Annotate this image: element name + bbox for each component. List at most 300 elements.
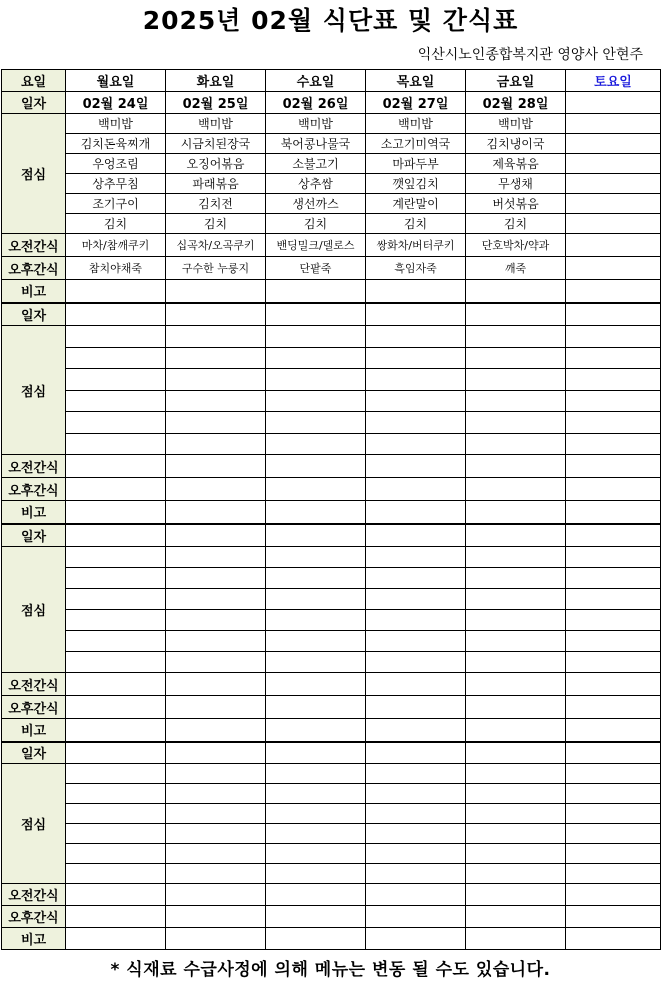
week3-date-thu [366, 524, 466, 547]
week1-lunch-item-sat [566, 114, 661, 134]
week4-note-sat [566, 928, 661, 950]
week2-date-wed [266, 303, 366, 326]
week1-date-tue: 02월 25일 [166, 92, 266, 114]
week2-note-tue [166, 501, 266, 524]
week3-lunch-item-wed [266, 547, 366, 568]
page-title: 2025년 02월 식단표 및 간식표 [142, 6, 519, 35]
week4-date-wed [266, 742, 366, 764]
week3-note-sat [566, 719, 661, 742]
week2-note-label: 비고 [2, 501, 66, 524]
week4-lunch-item-mon [66, 764, 166, 784]
week3-pm-snack-wed [266, 696, 366, 719]
week4-lunch-item-tue [166, 804, 266, 824]
footer-note: * 식재료 수급사정에 의해 메뉴는 변동 될 수도 있습니다. [110, 960, 551, 980]
week1-date-wed: 02월 26일 [266, 92, 366, 114]
week4-am-snack-mon [66, 884, 166, 906]
week4-lunch-item-fri [466, 824, 566, 844]
week3-note-row [2, 719, 661, 742]
week4-lunch-item-wed [266, 844, 366, 864]
week4-lunch-item-sat [566, 804, 661, 824]
week4-date-mon [66, 742, 166, 764]
week2-lunch-item-tue [166, 326, 266, 348]
week4-lunch-item-sat [566, 784, 661, 804]
week2-lunch-item-tue [166, 390, 266, 412]
week2-lunch-item-tue [166, 369, 266, 391]
day-header-thu: 목요일 [366, 70, 466, 92]
week4-note-row [2, 928, 661, 950]
week3-lunch-item-sat [566, 547, 661, 568]
week2-lunch-item-tue [166, 347, 266, 369]
week3-note-tue [166, 719, 266, 742]
week1-lunch-item-fri: 김치 [466, 214, 566, 234]
week1-pm-snack-wed: 단팥죽 [266, 257, 366, 280]
week4-note-fri [466, 928, 566, 950]
week1-lunch-item-mon: 백미밥 [66, 114, 166, 134]
week4-lunch-row [2, 804, 661, 824]
week3-note-thu [366, 719, 466, 742]
week1-pm-snack-sat [566, 257, 661, 280]
week4-lunch-item-wed [266, 864, 366, 884]
week1-lunch-row [2, 174, 661, 194]
week2-lunch-item-sat [566, 390, 661, 412]
week4-lunch-row [2, 824, 661, 844]
week4-am-snack-tue [166, 884, 266, 906]
week1-pm-snack-thu: 흑임자죽 [366, 257, 466, 280]
week4-date-label: 일자 [2, 742, 66, 764]
week1-am-snack-label: 오전간식 [2, 234, 66, 257]
week1-lunch-item-thu: 깻잎김치 [366, 174, 466, 194]
week4-pm-snack-tue [166, 906, 266, 928]
week3-lunch-item-mon [66, 631, 166, 652]
week1-date-mon: 02월 24일 [66, 92, 166, 114]
week4-lunch-item-tue [166, 824, 266, 844]
week1-lunch-item-fri: 버섯볶음 [466, 194, 566, 214]
week1-note-tue [166, 280, 266, 303]
week1-lunch-item-mon: 조기구이 [66, 194, 166, 214]
week4-lunch-item-mon [66, 824, 166, 844]
week4-am-snack-thu [366, 884, 466, 906]
week3-lunch-item-thu [366, 589, 466, 610]
week1-lunch-item-wed: 상추쌈 [266, 174, 366, 194]
week2-date-label: 일자 [2, 303, 66, 326]
week1-am-snack-row [2, 234, 661, 257]
week4-pm-snack-row [2, 906, 661, 928]
week1-lunch-label: 점심 [2, 114, 66, 234]
week3-lunch-item-tue [166, 547, 266, 568]
week3-lunch-item-tue [166, 589, 266, 610]
week3-lunch-row [2, 589, 661, 610]
week4-note-tue [166, 928, 266, 950]
week4-note-label: 비고 [2, 928, 66, 950]
week4-pm-snack-thu [366, 906, 466, 928]
week1-lunch-item-sat [566, 194, 661, 214]
week3-am-snack-mon [66, 673, 166, 696]
week1-lunch-item-tue: 김치전 [166, 194, 266, 214]
week3-note-fri [466, 719, 566, 742]
week1-lunch-item-mon: 김치돈육찌개 [66, 134, 166, 154]
week4-lunch-row [2, 764, 661, 784]
week3-am-snack-fri [466, 673, 566, 696]
week1-lunch-item-tue: 파래볶음 [166, 174, 266, 194]
week2-pm-snack-sat [566, 478, 661, 501]
week3-date-sat [566, 524, 661, 547]
week2-note-fri [466, 501, 566, 524]
week1-lunch-item-sat [566, 174, 661, 194]
week1-lunch-item-fri: 백미밥 [466, 114, 566, 134]
week1-pm-snack-mon: 참치야채죽 [66, 257, 166, 280]
week3-lunch-label: 점심 [2, 547, 66, 673]
week1-lunch-item-mon: 우엉조림 [66, 154, 166, 174]
week4-pm-snack-wed [266, 906, 366, 928]
week1-note-mon [66, 280, 166, 303]
week2-am-snack-mon [66, 455, 166, 478]
week4-lunch-item-wed [266, 824, 366, 844]
week3-lunch-row [2, 547, 661, 568]
week1-lunch-item-wed: 백미밥 [266, 114, 366, 134]
week4-lunch-item-thu [366, 804, 466, 824]
week3-lunch-item-thu [366, 568, 466, 589]
week2-lunch-row [2, 412, 661, 434]
week4-lunch-item-sat [566, 824, 661, 844]
week2-lunch-item-mon [66, 347, 166, 369]
week3-note-wed [266, 719, 366, 742]
week1-lunch-item-fri: 무생채 [466, 174, 566, 194]
week1-lunch-item-sat [566, 214, 661, 234]
week2-lunch-item-sat [566, 433, 661, 455]
week4-pm-snack-label: 오후간식 [2, 906, 66, 928]
week3-lunch-item-thu [366, 631, 466, 652]
week4-lunch-item-sat [566, 764, 661, 784]
week2-note-wed [266, 501, 366, 524]
week3-am-snack-label: 오전간식 [2, 673, 66, 696]
week4-date-fri [466, 742, 566, 764]
week3-lunch-item-fri [466, 652, 566, 673]
week4-lunch-row [2, 784, 661, 804]
week3-lunch-item-fri [466, 568, 566, 589]
week2-lunch-item-wed [266, 347, 366, 369]
week1-lunch-item-wed: 생선까스 [266, 194, 366, 214]
week2-lunch-item-fri [466, 369, 566, 391]
week3-lunch-item-tue [166, 631, 266, 652]
week2-pm-snack-label: 오후간식 [2, 478, 66, 501]
week2-lunch-item-fri [466, 412, 566, 434]
week2-lunch-item-wed [266, 433, 366, 455]
day-header-wed: 수요일 [266, 70, 366, 92]
week1-pm-snack-fri: 깨죽 [466, 257, 566, 280]
week1-date-row [2, 92, 661, 114]
week1-lunch-row [2, 194, 661, 214]
week4-lunch-item-thu [366, 824, 466, 844]
week3-am-snack-tue [166, 673, 266, 696]
week3-lunch-item-wed [266, 568, 366, 589]
week4-lunch-label: 점심 [2, 764, 66, 884]
week2-date-fri [466, 303, 566, 326]
week4-note-thu [366, 928, 466, 950]
week1-date-label: 일자 [2, 92, 66, 114]
week3-lunch-item-wed [266, 610, 366, 631]
week1-lunch-item-mon: 상추무침 [66, 174, 166, 194]
week3-lunch-row [2, 652, 661, 673]
week4-lunch-item-wed [266, 804, 366, 824]
week2-pm-snack-tue [166, 478, 266, 501]
week1-lunch-item-wed: 소불고기 [266, 154, 366, 174]
week1-lunch-row [2, 134, 661, 154]
week3-lunch-row [2, 568, 661, 589]
week3-pm-snack-row [2, 696, 661, 719]
week4-pm-snack-mon [66, 906, 166, 928]
week3-lunch-item-thu [366, 652, 466, 673]
week4-lunch-item-tue [166, 784, 266, 804]
week2-pm-snack-mon [66, 478, 166, 501]
week2-lunch-item-wed [266, 412, 366, 434]
week3-lunch-item-sat [566, 568, 661, 589]
week3-date-wed [266, 524, 366, 547]
week4-date-tue [166, 742, 266, 764]
week2-lunch-item-tue [166, 433, 266, 455]
week3-lunch-item-tue [166, 652, 266, 673]
week4-lunch-item-fri [466, 764, 566, 784]
week1-lunch-row [2, 114, 661, 134]
week1-am-snack-thu: 쌍화차/버터쿠키 [366, 234, 466, 257]
week1-lunch-item-thu: 계란말이 [366, 194, 466, 214]
week1-date-fri: 02월 28일 [466, 92, 566, 114]
week3-lunch-item-fri [466, 610, 566, 631]
week2-pm-snack-row [2, 478, 661, 501]
week2-lunch-item-fri [466, 390, 566, 412]
week1-lunch-item-tue: 오징어볶음 [166, 154, 266, 174]
week3-lunch-item-thu [366, 547, 466, 568]
week4-am-snack-label: 오전간식 [2, 884, 66, 906]
week4-date-row [2, 742, 661, 764]
week3-lunch-item-thu [366, 610, 466, 631]
week2-pm-snack-thu [366, 478, 466, 501]
week3-lunch-row [2, 610, 661, 631]
week4-lunch-row [2, 864, 661, 884]
week4-date-thu [366, 742, 466, 764]
week2-lunch-item-wed [266, 326, 366, 348]
week3-lunch-item-mon [66, 652, 166, 673]
week1-lunch-item-fri: 제육볶음 [466, 154, 566, 174]
week3-lunch-item-tue [166, 568, 266, 589]
week1-lunch-item-sat [566, 154, 661, 174]
week3-lunch-item-tue [166, 610, 266, 631]
week2-lunch-item-tue [166, 412, 266, 434]
week2-lunch-item-fri [466, 326, 566, 348]
author-line: 익산시노인종합복지관 영양사 안현주 [417, 47, 643, 63]
week3-date-tue [166, 524, 266, 547]
menu-table-body [2, 70, 661, 950]
day-header-label: 요일 [2, 70, 66, 92]
week2-note-thu [366, 501, 466, 524]
week3-lunch-item-mon [66, 547, 166, 568]
week2-date-row [2, 303, 661, 326]
week1-note-label: 비고 [2, 280, 66, 303]
week2-lunch-row [2, 433, 661, 455]
week2-lunch-item-mon [66, 369, 166, 391]
week4-lunch-item-thu [366, 784, 466, 804]
week4-lunch-item-sat [566, 864, 661, 884]
week2-am-snack-tue [166, 455, 266, 478]
week4-lunch-item-fri [466, 784, 566, 804]
header-row [2, 70, 661, 92]
week4-lunch-item-fri [466, 844, 566, 864]
week2-date-mon [66, 303, 166, 326]
week2-lunch-item-fri [466, 347, 566, 369]
week1-date-sat [566, 92, 661, 114]
week2-lunch-item-thu [366, 390, 466, 412]
week1-lunch-item-thu: 김치 [366, 214, 466, 234]
week3-lunch-item-mon [66, 568, 166, 589]
week1-note-fri [466, 280, 566, 303]
week1-am-snack-mon: 마차/참깨쿠키 [66, 234, 166, 257]
week2-lunch-item-thu [366, 326, 466, 348]
week1-pm-snack-tue: 구수한 누룽지 [166, 257, 266, 280]
week2-pm-snack-wed [266, 478, 366, 501]
week1-pm-snack-label: 오후간식 [2, 257, 66, 280]
week1-lunch-row [2, 154, 661, 174]
week2-am-snack-label: 오전간식 [2, 455, 66, 478]
week2-lunch-item-sat [566, 347, 661, 369]
week2-lunch-item-mon [66, 326, 166, 348]
week2-lunch-item-mon [66, 390, 166, 412]
week4-lunch-item-mon [66, 864, 166, 884]
day-header-tue: 화요일 [166, 70, 266, 92]
week2-date-thu [366, 303, 466, 326]
week1-lunch-item-tue: 김치 [166, 214, 266, 234]
week2-lunch-label: 점심 [2, 326, 66, 455]
week2-am-snack-sat [566, 455, 661, 478]
week1-date-thu: 02월 27일 [366, 92, 466, 114]
week1-lunch-item-mon: 김치 [66, 214, 166, 234]
week2-lunch-item-wed [266, 390, 366, 412]
week3-lunch-item-wed [266, 652, 366, 673]
week4-lunch-row [2, 844, 661, 864]
week1-lunch-item-thu: 마파두부 [366, 154, 466, 174]
week4-lunch-item-fri [466, 804, 566, 824]
week2-lunch-item-sat [566, 326, 661, 348]
week2-lunch-item-thu [366, 369, 466, 391]
menu-table [1, 69, 661, 950]
week3-pm-snack-thu [366, 696, 466, 719]
week2-pm-snack-fri [466, 478, 566, 501]
week2-lunch-item-mon [66, 433, 166, 455]
week2-lunch-item-thu [366, 347, 466, 369]
day-header-sat: 토요일 [566, 70, 661, 92]
week1-lunch-item-fri: 김치냉이국 [466, 134, 566, 154]
week2-lunch-row [2, 390, 661, 412]
week3-am-snack-wed [266, 673, 366, 696]
week4-lunch-item-thu [366, 844, 466, 864]
week4-lunch-item-mon [66, 844, 166, 864]
week3-pm-snack-mon [66, 696, 166, 719]
week3-lunch-item-fri [466, 631, 566, 652]
week3-am-snack-row [2, 673, 661, 696]
week3-lunch-item-sat [566, 652, 661, 673]
day-header-mon: 월요일 [66, 70, 166, 92]
week2-lunch-row [2, 369, 661, 391]
week4-lunch-item-mon [66, 784, 166, 804]
week4-pm-snack-fri [466, 906, 566, 928]
week1-lunch-item-wed: 김치 [266, 214, 366, 234]
week2-date-tue [166, 303, 266, 326]
week3-date-fri [466, 524, 566, 547]
week2-lunch-item-sat [566, 369, 661, 391]
week2-am-snack-fri [466, 455, 566, 478]
week2-lunch-item-thu [366, 433, 466, 455]
week3-lunch-item-wed [266, 631, 366, 652]
week2-lunch-item-thu [366, 412, 466, 434]
week4-lunch-item-sat [566, 844, 661, 864]
week3-am-snack-sat [566, 673, 661, 696]
week2-lunch-item-fri [466, 433, 566, 455]
week4-am-snack-row [2, 884, 661, 906]
week2-lunch-row [2, 347, 661, 369]
week3-date-mon [66, 524, 166, 547]
week1-lunch-row [2, 214, 661, 234]
week4-lunch-item-fri [466, 864, 566, 884]
week2-lunch-row [2, 326, 661, 348]
week3-lunch-item-sat [566, 631, 661, 652]
week1-note-thu [366, 280, 466, 303]
week2-note-row [2, 501, 661, 524]
week1-am-snack-fri: 단호박차/약과 [466, 234, 566, 257]
week2-note-sat [566, 501, 661, 524]
week3-lunch-item-sat [566, 610, 661, 631]
week2-date-sat [566, 303, 661, 326]
week4-lunch-item-thu [366, 864, 466, 884]
week4-pm-snack-sat [566, 906, 661, 928]
week4-note-mon [66, 928, 166, 950]
week1-lunch-item-thu: 소고기미역국 [366, 134, 466, 154]
week1-am-snack-tue: 십곡차/오곡쿠키 [166, 234, 266, 257]
week3-lunch-row [2, 631, 661, 652]
day-header-fri: 금요일 [466, 70, 566, 92]
week4-lunch-item-wed [266, 764, 366, 784]
week3-pm-snack-sat [566, 696, 661, 719]
week2-am-snack-row [2, 455, 661, 478]
week3-lunch-item-wed [266, 589, 366, 610]
week3-pm-snack-label: 오후간식 [2, 696, 66, 719]
week4-lunch-item-tue [166, 764, 266, 784]
week1-note-row [2, 280, 661, 303]
week1-lunch-item-sat [566, 134, 661, 154]
week2-lunch-item-sat [566, 412, 661, 434]
week3-am-snack-thu [366, 673, 466, 696]
week3-note-mon [66, 719, 166, 742]
week3-lunch-item-sat [566, 589, 661, 610]
week1-pm-snack-row [2, 257, 661, 280]
week3-lunch-item-fri [466, 547, 566, 568]
week4-lunch-item-wed [266, 784, 366, 804]
week3-lunch-item-mon [66, 610, 166, 631]
week1-lunch-item-tue: 시금치된장국 [166, 134, 266, 154]
week4-lunch-item-mon [66, 804, 166, 824]
week1-lunch-item-thu: 백미밥 [366, 114, 466, 134]
week1-lunch-item-tue: 백미밥 [166, 114, 266, 134]
week4-am-snack-wed [266, 884, 366, 906]
week3-pm-snack-tue [166, 696, 266, 719]
week3-lunch-item-mon [66, 589, 166, 610]
week2-note-mon [66, 501, 166, 524]
week4-lunch-item-tue [166, 844, 266, 864]
week3-date-label: 일자 [2, 524, 66, 547]
week4-date-sat [566, 742, 661, 764]
week2-am-snack-thu [366, 455, 466, 478]
week2-am-snack-wed [266, 455, 366, 478]
week1-lunch-item-wed: 북어콩나물국 [266, 134, 366, 154]
week4-am-snack-sat [566, 884, 661, 906]
week1-am-snack-sat [566, 234, 661, 257]
